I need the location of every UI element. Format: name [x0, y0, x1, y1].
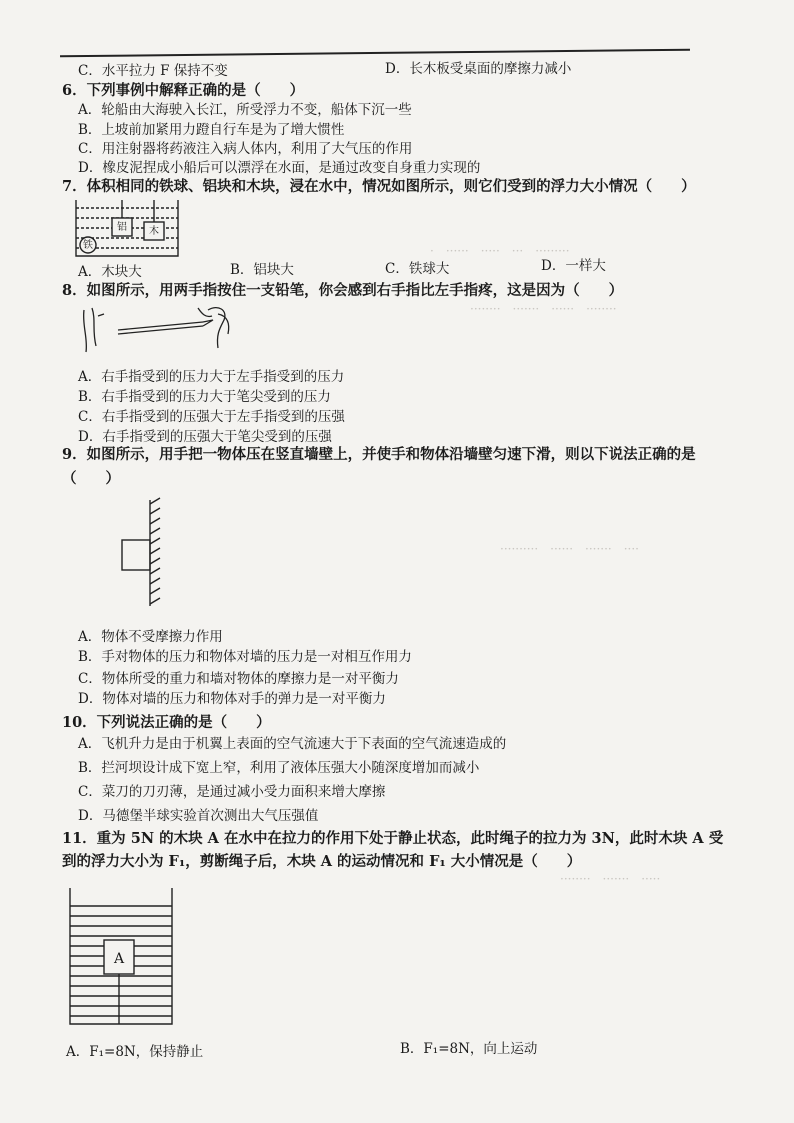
q7-label-wood: 木	[149, 226, 159, 237]
q8-option-c: C．右手指受到的压强大于左手指受到的压强	[78, 409, 345, 425]
q10-stem: 10．下列说法正确的是（ ）	[62, 714, 271, 731]
q11-block-label: A	[114, 951, 125, 967]
q9-wall-block-figure	[118, 498, 178, 610]
q6-option-b: B．上坡前加紧用力蹬自行车是为了增大惯性	[78, 122, 345, 138]
bleed-through-text: ·········· ······ ······· ····	[500, 542, 639, 556]
q7-stem: 7．体积相同的铁球、铝块和木块，浸在水中，情况如图所示，则它们受到的浮力大小情况（ ）	[62, 178, 696, 195]
q9-stem-line1: 9．如图所示，用手把一物体压在竖直墙壁上，并使手和物体沿墙壁匀速下滑，则以下说法正确的是	[62, 446, 696, 463]
q11-option-a: A．F₁=8N，保持静止	[66, 1044, 204, 1060]
q10-option-c: C．菜刀的刀刃薄，是通过减小受力面积来增大摩擦	[78, 784, 386, 800]
q6-option-c: C．用注射器将药液注入病人体内，利用了大气压的作用	[78, 141, 413, 157]
q9-option-b: B．手对物体的压力和物体对墙的压力是一对相互作用力	[78, 649, 412, 665]
q7-label-aluminum: 铝	[117, 222, 127, 233]
q7-option-b: B．铝块大	[230, 262, 294, 278]
q10-option-a: A．飞机升力是由于机翼上表面的空气流速大于下表面的空气流速造成的	[78, 736, 507, 752]
q8-option-b: B．右手指受到的压力大于笔尖受到的压力	[78, 389, 331, 405]
q11-stem-line2: 到的浮力大小为 F₁，剪断绳子后，木块 A 的运动情况和 F₁ 大小情况是（ ）	[62, 853, 582, 870]
q8-pencil-fingers-figure	[78, 300, 238, 358]
bleed-through-text: ········ ······· ·····	[560, 872, 661, 886]
bleed-through-text: ········ ······· ······ ········	[470, 302, 617, 316]
q5-option-c: C．水平拉力 F 保持不变	[78, 63, 228, 79]
q6-stem: 6．下列事例中解释正确的是（ ）	[62, 82, 305, 99]
q9-option-a: A．物体不受摩擦力作用	[78, 629, 223, 645]
q5-option-d: D．长木板受桌面的摩擦力减小	[385, 61, 572, 77]
q8-option-a: A．右手指受到的压力大于左手指受到的压力	[78, 369, 345, 385]
q7-label-iron: 铁	[83, 240, 93, 251]
q6-option-d: D．橡皮泥捏成小船后可以漂浮在水面，是通过改变自身重力实现的	[78, 160, 481, 176]
q10-option-b: B．拦河坝设计成下宽上窄，利用了液体压强大小随深度增加而减小	[78, 760, 480, 776]
q8-option-d: D．右手指受到的压强大于笔尖受到的压强	[78, 429, 332, 445]
q7-option-c: C．铁球大	[385, 261, 450, 277]
q11-option-b: B．F₁=8N，向上运动	[400, 1041, 538, 1057]
q7-option-d: D．一样大	[541, 258, 606, 274]
page-top-rule	[60, 49, 690, 58]
q9-option-c: C．物体所受的重力和墙对物体的摩擦力是一对平衡力	[78, 671, 399, 687]
q9-stem-line2: （ ）	[62, 470, 120, 487]
q7-option-a: A．木块大	[78, 264, 142, 280]
q6-option-a: A．轮船由大海驶入长江，所受浮力不变，船体下沉一些	[78, 102, 412, 118]
q9-option-d: D．物体对墙的压力和物体对手的弹力是一对平衡力	[78, 691, 386, 707]
q8-stem: 8．如图所示，用两手指按住一支铅笔，你会感到右手指比左手指疼，这是因为（ ）	[62, 282, 624, 299]
bleed-through-text: · ······ ····· ··· ·········	[430, 244, 570, 258]
q10-option-d: D．马德堡半球实验首次测出大气压强值	[78, 808, 319, 824]
q11-stem-line1: 11．重为 5N 的木块 A 在水中在拉力的作用下处于静止状态，此时绳子的拉力为 3N，此时木块 A 受	[62, 830, 724, 847]
